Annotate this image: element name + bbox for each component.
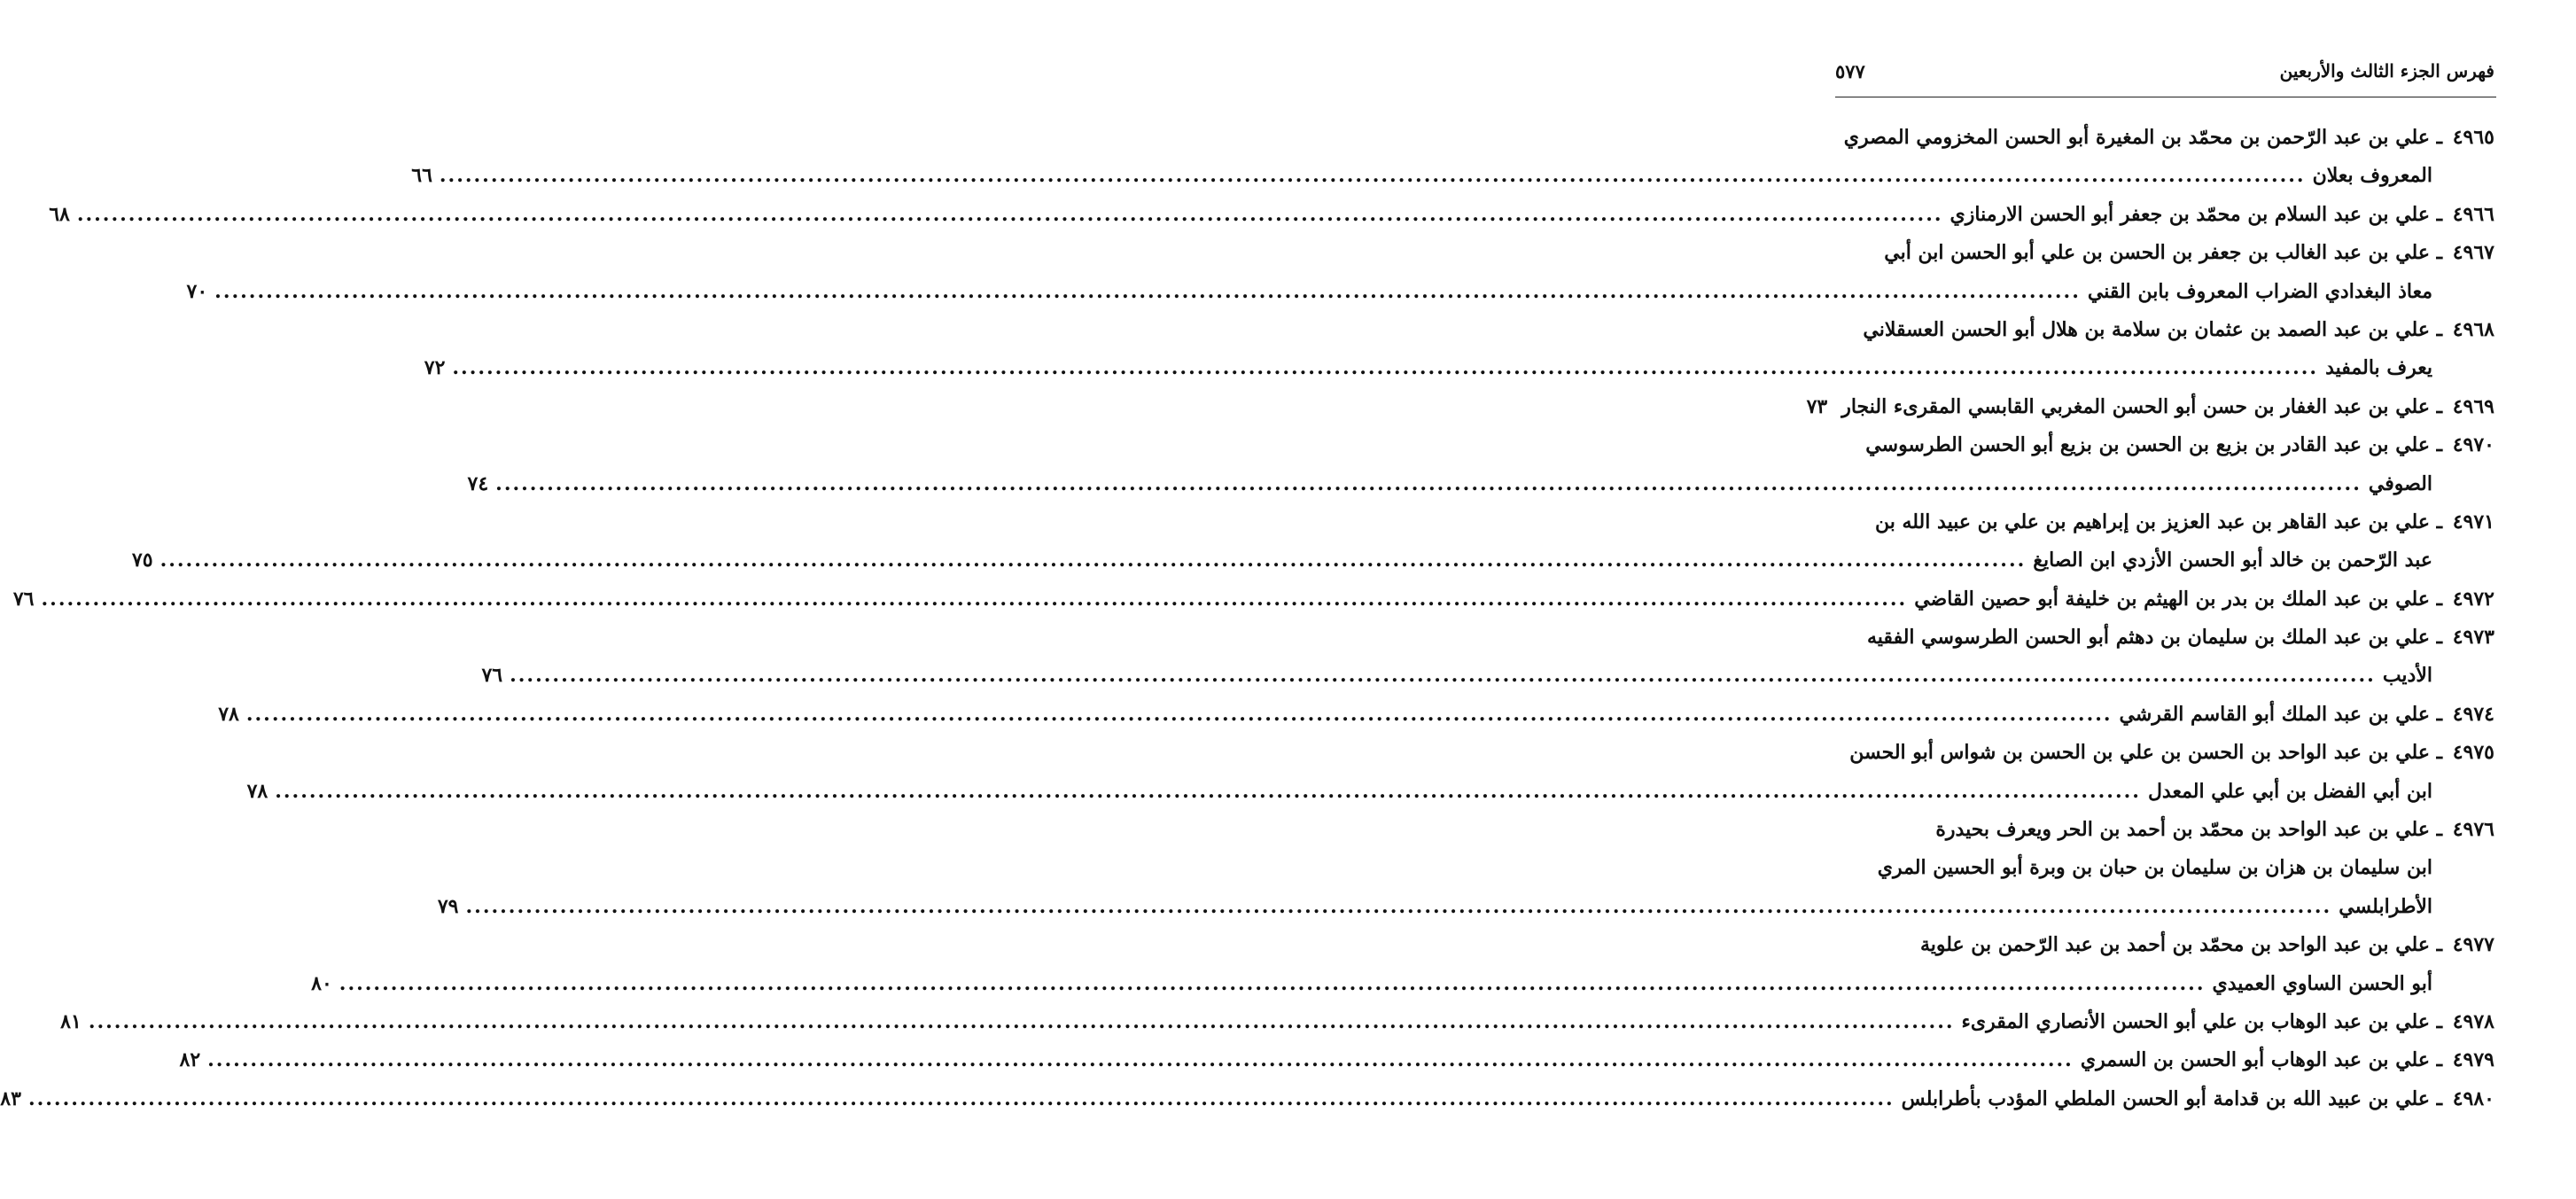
entry-text: عبد الرّحمن بن خالد أبو الحسن الأزدي ابن الصايغ [2033,549,2432,572]
dot-leader [466,888,2332,926]
entry-line [0,1080,2494,1118]
index-entry [60,1003,2494,1041]
entry-page-number: ٧٨ [246,779,268,803]
entry-line [49,196,2494,234]
dot-leader [89,1003,1955,1041]
entry-page-number: ٧٤ [467,471,489,495]
entry-line [186,273,2494,311]
entry-text: معاذ البغدادي الضراب المعروف بابن القني [2087,279,2432,303]
dot-leader [28,1080,1895,1118]
entry-text: علي بن عبد الغفار بن حسن أبو الحسن المغربي القابسي المقرىء النجار [1841,394,2430,418]
entry-line [1837,926,2494,964]
index-entry [481,619,2494,696]
entry-number: ٤٩٧٢ [2452,587,2494,611]
entry-line [1837,811,2494,849]
entry-text: علي بن عبيد الله بن قدامة أبو الحسن الملطي المؤدب بأطرابلس [1901,1086,2430,1110]
index-entry [424,311,2494,388]
entry-line [437,888,2494,926]
entry-number: ٤٩٦٨ [2452,317,2494,341]
index-entry [0,1080,2494,1118]
entry-text: علي بن عبد القاهر بن عبد العزيز بن إبراهيم بن علي بن عبيد الله بن [1874,510,2430,533]
entry-separator: ـ [2429,202,2449,226]
dot-leader [42,580,1908,619]
entry-separator: ـ [2429,126,2449,149]
dot-leader [77,196,1943,234]
entry-line [179,1041,2494,1079]
entry-number: ٤٩٧٠ [2452,433,2494,457]
page-header [1835,55,2494,87]
entry-text: علي بن عبد الوهاب أبو الحسن بن السمري [2080,1048,2430,1072]
entry-line [246,773,2494,811]
dot-leader [452,349,2318,387]
entry-page-number: ٨٢ [179,1048,201,1072]
entry-page-number: ٨٣ [0,1086,21,1110]
entry-number: ٤٩٧٦ [2452,818,2494,842]
entry-page-number: ٦٨ [49,202,70,226]
index-entry [246,734,2494,811]
entry-line [1806,388,2494,426]
entry-line [1837,234,2494,272]
entry-text: الأطرابلسي [2339,894,2432,918]
entry-text: الصوفي [2368,471,2432,495]
entry-separator: ـ [2429,510,2449,533]
entry-page-number: ٧٢ [424,356,446,380]
entry-line [218,696,2494,734]
dot-leader [207,1041,2074,1079]
entry-page-number: ٧٥ [131,549,153,572]
entry-text: علي بن عبد الملك بن بدر بن الهيثم بن خليفة أبو حصين القاضي [1914,587,2430,611]
entry-line [481,657,2494,695]
entry-separator: ـ [2429,317,2449,341]
entry-text: علي بن عبد الصمد بن عثمان بن سلامة بن هلال أبو الحسن العسقلاني [1863,317,2430,341]
entry-text: علي بن عبد الغالب بن جعفر بن الحسن بن علي أبو الحسن ابن أبي [1884,241,2430,265]
index-entry [411,119,2494,196]
entry-text: أبو الحسن الساوي العميدي [2212,971,2432,995]
entry-separator: ـ [2429,741,2449,765]
entry-page-number: ٧٦ [12,587,35,611]
entry-line [12,580,2494,619]
index-entry [437,811,2494,926]
entry-line [131,541,2494,580]
index-entry [311,926,2494,1003]
entry-separator: ـ [2429,702,2449,726]
entry-number: ٤٩٦٩ [2452,394,2494,418]
entry-number: ٤٩٦٥ [2452,126,2494,149]
entry-text: علي بن عبد الواحد بن الحسن بن علي بن الحسن بن شواس أبو الحسن [1849,741,2430,765]
entry-line [467,465,2494,503]
entry-page-number: ٦٦ [411,164,432,188]
dot-leader [246,696,2113,734]
entry-separator: ـ [2429,587,2449,611]
entry-text: يعرف بالمفيد [2325,356,2432,380]
entry-line [411,157,2494,195]
entry-line [1837,619,2494,657]
entry-separator: ـ [2429,933,2449,957]
dot-leader [440,157,2306,195]
entry-number: ٤٩٧٤ [2452,702,2494,726]
entry-line [1837,734,2494,772]
entry-line [311,965,2494,1003]
entry-page-number: ٧٨ [218,702,239,726]
entry-separator: ـ [2429,394,2449,418]
entry-separator: ـ [2429,241,2449,265]
entry-text: علي بن عبد الواحد بن محمّد بن أحمد بن الحر ويعرف بحيدرة [1935,818,2430,842]
entry-number: ٤٩٨٠ [2452,1086,2494,1110]
entry-page-number: ٧٩ [437,894,459,918]
entry-line [1837,119,2494,157]
entry-text: المعروف بعلان [2312,164,2432,188]
entry-separator: ـ [2429,626,2449,650]
entry-text: علي بن عبد الواحد بن محمّد بن أحمد بن عبد الرّحمن بن علوية [1919,933,2430,957]
entry-separator: ـ [2429,1086,2449,1110]
entry-text: ابن سليمان بن هزان بن سليمان بن حبان بن وبرة أبو الحسين المري [1877,856,2432,880]
index-entry [467,426,2494,503]
entry-text: علي بن عبد القادر بن بزيع بن الحسن بن بزيع أبو الحسن الطرسوسي [1865,433,2430,457]
entry-page-number: ٧٠ [186,279,208,303]
index-entry [179,1041,2494,1079]
entry-separator: ـ [2429,433,2449,457]
entry-number: ٤٩٧١ [2452,510,2494,533]
entry-number: ٤٩٧٨ [2452,1009,2494,1033]
index-entry [131,503,2494,580]
dot-leader [160,541,2027,580]
entry-page-number: ٧٣ [1806,394,1828,418]
running-title: فهرس الجزء الثالث والأربعين [2279,60,2494,82]
dot-leader [275,773,2141,811]
entry-line [1837,503,2494,541]
entry-separator: ـ [2429,1048,2449,1072]
entry-text: علي بن عبد الملك بن سليمان بن دهثم أبو الحسن الطرسوسي الفقيه [1867,626,2430,650]
entry-text: علي بن عبد السلام بن محمّد بن جعفر أبو الحسن الارمنازي [1950,202,2430,226]
page-number: ٥٧٧ [1835,59,1865,82]
index-entries [0,119,2494,1118]
entry-line [1837,849,2494,887]
dot-leader [495,465,2362,503]
entry-text: علي بن عبد الملك أبو القاسم القرشي [2119,702,2430,726]
entry-text: ابن أبي الفضل بن أبي علي المعدل [2147,779,2432,803]
entry-line [424,349,2494,387]
index-entry [186,234,2494,311]
entry-number: ٤٩٧٧ [2452,933,2494,957]
entry-separator: ـ [2429,1009,2449,1033]
index-entry [49,196,2494,234]
entry-page-number: ٨٠ [311,971,332,995]
entry-page-number: ٨١ [60,1009,82,1033]
entry-number: ٤٩٧٣ [2452,626,2494,650]
entry-number: ٤٩٧٩ [2452,1048,2494,1072]
entry-line [1837,311,2494,349]
index-entry [12,580,2494,619]
dot-leader [214,273,2081,311]
entry-page-number: ٧٦ [481,664,503,688]
entry-text: علي بن عبد الرّحمن بن محمّد بن المغيرة أبو الحسن المخزومي المصري [1843,126,2430,149]
index-entry [1806,388,2494,426]
dot-leader [510,657,2376,695]
entry-line [60,1003,2494,1041]
entry-text: علي بن عبد الوهاب بن علي أبو الحسن الأنصاري المقرىء [1961,1009,2430,1033]
entry-number: ٤٩٦٦ [2452,202,2494,226]
dot-leader [339,965,2206,1003]
index-entry [218,696,2494,734]
entry-separator: ـ [2429,818,2449,842]
entry-text: الأديب [2382,664,2432,688]
entry-line [1837,426,2494,464]
entry-number: ٤٩٦٧ [2452,241,2494,265]
entry-number: ٤٩٧٥ [2452,741,2494,765]
